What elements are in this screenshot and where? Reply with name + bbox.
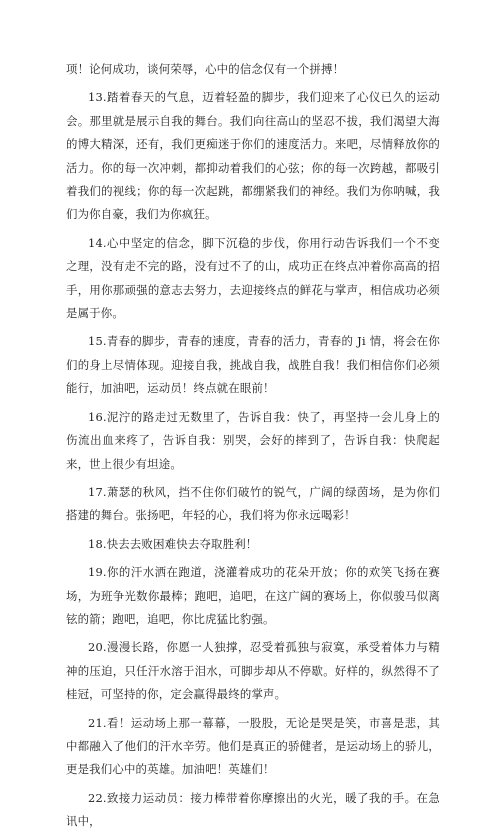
paragraph-19: 19.你的汗水洒在跑道，浇灌着成功的花朵开放；你的欢笑飞扬在赛场，为班争光数你最棒；跑吧，追吧，在这广阔的赛场上，你似骏马似离铉的箭；跑吧，追吧，你比虎猛比豹强。	[66, 565, 440, 626]
paragraph-14: 14.心中坚定的信念，脚下沉稳的步伐，你用行动告诉我们一个不变之理，没有走不完的路，没有过不了的山，成功正在终点冲着你高高的招手，用你那顽强的意志去努力，去迎接终点的鲜花与掌声，相信成功必须是属于你。	[66, 235, 440, 321]
paragraph-17: 17.萧瑟的秋风，挡不住你们破竹的锐气，广阔的绿茵场，是为你们搭建的舞台。张扬吧，年轻的心，我们将为你永远喝彩！	[66, 484, 440, 523]
paragraph-15: 15.青春的脚步，青春的速度，青春的活力，青春的 Ji 情，将会在你们的身上尽情体现。迎接自我，挑战自我，战胜自我！我们相信你们必须能行，加油吧，运动员！终点就在眼前！	[66, 334, 440, 396]
paragraph-20: 20.漫漫长路，你愿一人独撑，忍受着孤独与寂寞，承受着体力与精神的压迫，只任汗水溶于泪水，可脚步却从不停歇。好样的，纵然得不了桂冠，可坚持的你，定会赢得最终的掌声。	[66, 640, 440, 702]
paragraph-continued: 项！论何成功，谈何荣辱，心中的信念仅有一个拼搏！	[66, 62, 345, 76]
paragraph-18: 18.快去去败困难快去夺取胜利！	[88, 536, 258, 551]
paragraph-21: 21.看！运动场上那一幕幕，一股股，无论是哭是笑，市喜是悲，其中都融入了他们的汗水辛劳。他们是真正的骄健者，是运动场上的骄儿，更是我们心中的英雄。加油吧！英雄们！	[66, 715, 440, 777]
paragraph-13: 13.踏着春天的气息，迈着轻盈的脚步，我们迎来了心仪已久的运动会。那里就是展示自我的舞台。我们向往高山的坚忍不拔，我们渴望大海的博大精深，还有，我们更痴迷于你们的速度活力。来吧，尽情释放你的活力。你的每一次冲刺，都抑动着我们的心弦；你的每一次跨越，都吸引着我们的视线；你的每一次起跳，都绷紧我们的神经。我们为你呐喊，我们为你自豪，我们为你疯狂。	[66, 90, 440, 222]
paragraph-22: 22.致接力运动员：接力棒带着你摩擦出的火光，暖了我的手。在急讯中，	[66, 790, 440, 829]
paragraph-16: 16.泥泞的路走过无数里了，告诉自我：快了，再坚持一会儿身上的伤流出血来疼了，告诉自我：别哭，会好的摔到了，告诉自我：快爬起来，世上很少有坦途。	[66, 409, 440, 471]
